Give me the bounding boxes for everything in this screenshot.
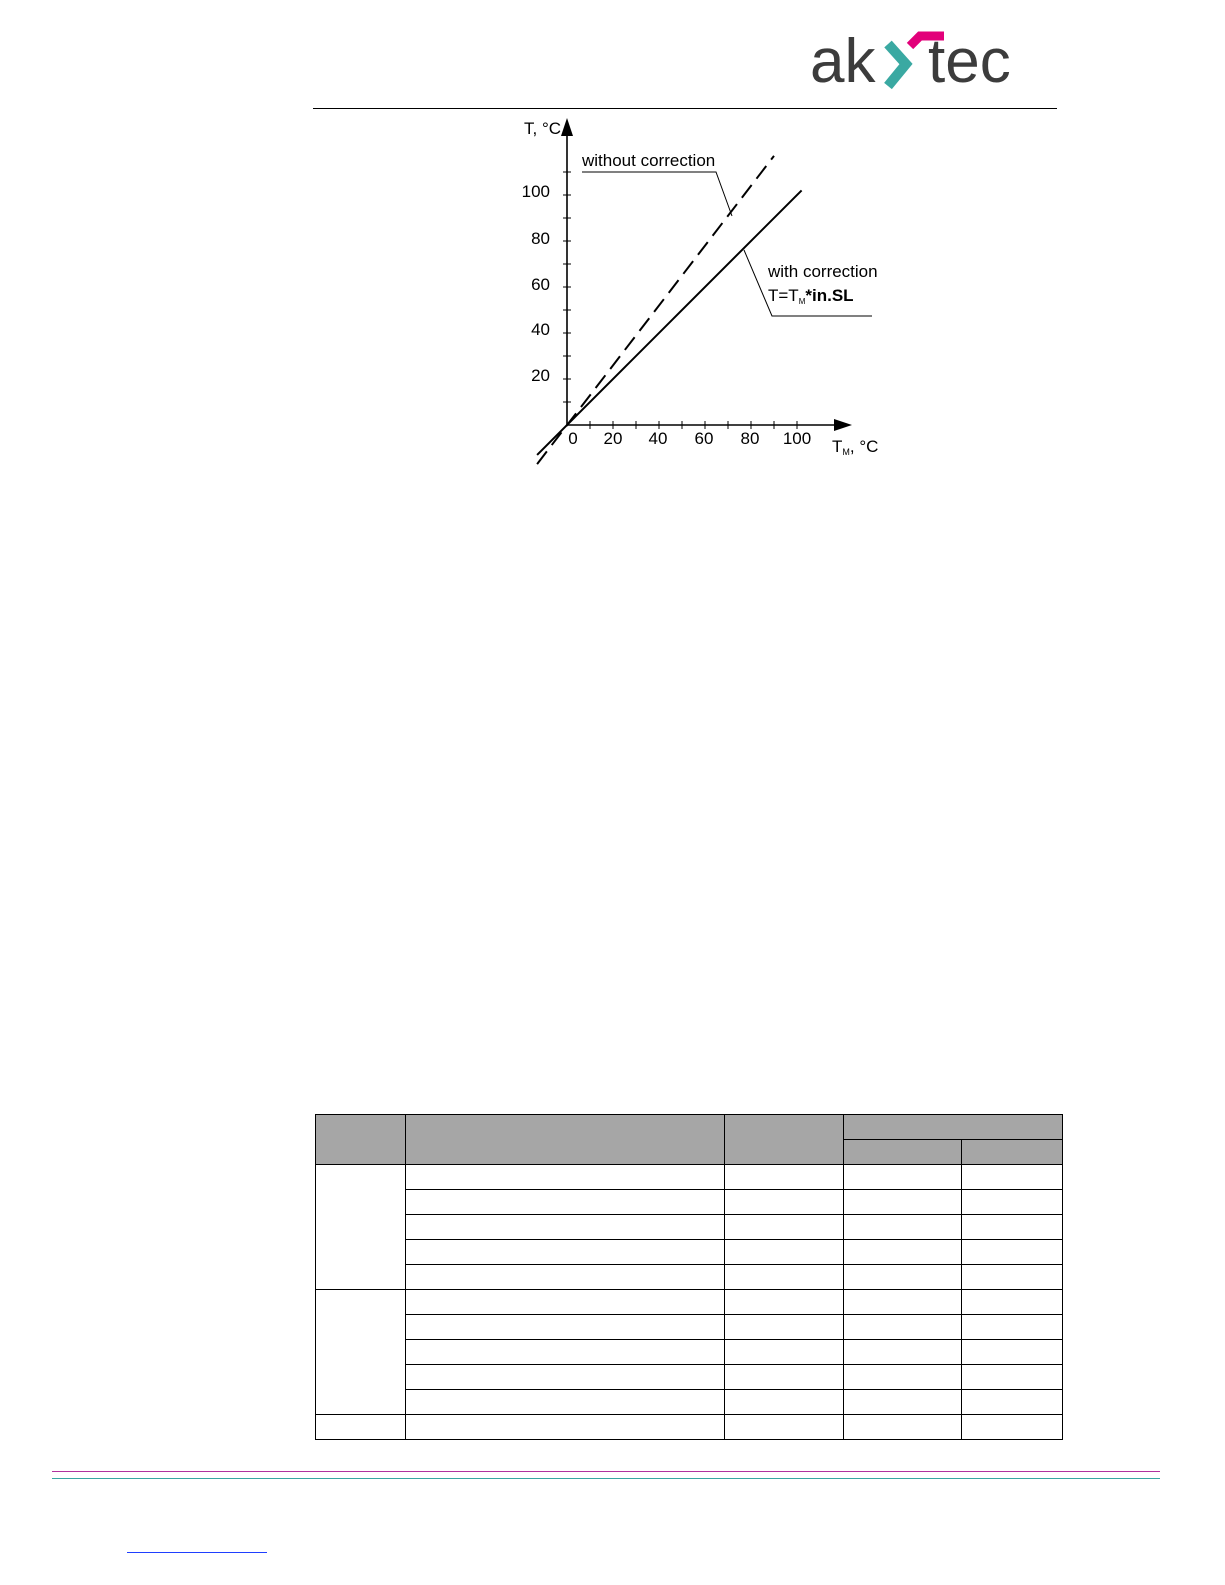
- table-cell: [844, 1390, 962, 1415]
- y-tick-label: 20: [531, 366, 550, 385]
- label-without-correction: without correction: [582, 151, 716, 170]
- table-cell: [962, 1415, 1063, 1440]
- table-cell: [406, 1215, 725, 1240]
- table-cell: [725, 1190, 844, 1215]
- table-cell: [962, 1340, 1063, 1365]
- table-cell: [844, 1265, 962, 1290]
- table-cell: [962, 1190, 1063, 1215]
- table-header-cell: [962, 1140, 1063, 1165]
- table-row: [316, 1415, 1063, 1440]
- x-tick-labels: [568, 429, 811, 448]
- table-cell: [406, 1190, 725, 1215]
- table-cell: [962, 1315, 1063, 1340]
- table-cell: [406, 1165, 725, 1190]
- table-cell: [844, 1340, 962, 1365]
- table-cell: [844, 1365, 962, 1390]
- table-cell: [844, 1415, 962, 1440]
- header-rule: [313, 108, 1057, 109]
- akytec-logo: [810, 30, 1050, 94]
- table-cell: [725, 1240, 844, 1265]
- table-header-row: [316, 1115, 1063, 1140]
- table-cell: [962, 1215, 1063, 1240]
- table-row: [316, 1165, 1063, 1190]
- x-tick-label: 60: [694, 429, 714, 448]
- table-cell: [725, 1340, 844, 1365]
- table-cell: [406, 1290, 725, 1315]
- table-cell: [406, 1315, 725, 1340]
- spec-table: [315, 1114, 1063, 1440]
- table-cell: [725, 1315, 844, 1340]
- table-cell: [844, 1290, 962, 1315]
- axis-ticks: [563, 172, 797, 429]
- table-cell: [844, 1190, 962, 1215]
- table-cell: [406, 1365, 725, 1390]
- annotation-without: [581, 151, 732, 216]
- table-cell: [406, 1390, 725, 1415]
- y-axis-arrow-icon: [561, 118, 573, 136]
- leader-line-with: [744, 250, 872, 316]
- table-row: [316, 1190, 1063, 1215]
- table-cell: [725, 1265, 844, 1290]
- table-cell: [725, 1365, 844, 1390]
- table-cell: [962, 1390, 1063, 1415]
- table-cell: [962, 1290, 1063, 1315]
- table-header-cell: [406, 1115, 725, 1165]
- footer-link-underline[interactable]: [127, 1552, 267, 1553]
- table-cell: [962, 1165, 1063, 1190]
- y-tick-label: 40: [531, 320, 550, 339]
- footer-rule-teal: [52, 1478, 1160, 1479]
- table-cell: [725, 1165, 844, 1190]
- y-axis-label: T, °C: [524, 119, 562, 138]
- table-header-cell: [844, 1115, 1063, 1140]
- formula-with-correction: T=TM*in.SL: [768, 286, 854, 306]
- series-line-without-correction: [537, 156, 774, 464]
- table-cell: [316, 1290, 406, 1415]
- y-tick-labels: [522, 182, 550, 385]
- label-with-correction: with correction: [768, 262, 878, 281]
- table-header-cell: [316, 1115, 406, 1165]
- x-tick-label: 20: [603, 429, 623, 448]
- x-axis-label: TM, °C: [832, 437, 879, 457]
- table-header-cell: [725, 1115, 844, 1165]
- x-axis-arrow-icon: [834, 419, 852, 431]
- table-row: [316, 1265, 1063, 1290]
- x-tick-label: 40: [648, 429, 668, 448]
- table-row: [316, 1365, 1063, 1390]
- table-cell: [316, 1165, 406, 1290]
- table-cell: [725, 1290, 844, 1315]
- table-cell: [844, 1240, 962, 1265]
- table-cell: [725, 1215, 844, 1240]
- correction-chart: [500, 110, 920, 480]
- y-tick-label: 80: [531, 229, 550, 248]
- logo-text-ak: ak: [810, 30, 876, 94]
- leader-line-without: [582, 172, 732, 216]
- footer-rule-magenta: [52, 1471, 1160, 1472]
- x-tick-label: 0: [568, 429, 578, 448]
- table-cell: [725, 1390, 844, 1415]
- x-tick-label: 100: [782, 429, 812, 448]
- y-tick-label: 100: [521, 182, 550, 201]
- table-row: [316, 1315, 1063, 1340]
- table-cell: [316, 1415, 406, 1440]
- table-cell: [725, 1415, 844, 1440]
- table-cell: [406, 1240, 725, 1265]
- table-cell: [962, 1265, 1063, 1290]
- table-cell: [844, 1165, 962, 1190]
- table-cell: [844, 1315, 962, 1340]
- table-header-cell: [844, 1140, 962, 1165]
- table-cell: [962, 1365, 1063, 1390]
- logo-text-tec: tec: [928, 30, 1011, 94]
- table-row: [316, 1290, 1063, 1315]
- table-row: [316, 1240, 1063, 1265]
- table-cell: [962, 1240, 1063, 1265]
- series-lines: [537, 156, 802, 464]
- y-tick-label: 60: [531, 275, 550, 294]
- x-tick-label: 80: [740, 429, 760, 448]
- series-line-with-correction: [537, 190, 802, 455]
- table-row: [316, 1340, 1063, 1365]
- table-cell: [406, 1415, 725, 1440]
- table-cell: [406, 1265, 725, 1290]
- annotation-with: [744, 250, 878, 316]
- table-cell: [844, 1215, 962, 1240]
- table-row: [316, 1215, 1063, 1240]
- table-cell: [406, 1340, 725, 1365]
- logo-chevron-icon: [888, 44, 906, 86]
- table-row: [316, 1390, 1063, 1415]
